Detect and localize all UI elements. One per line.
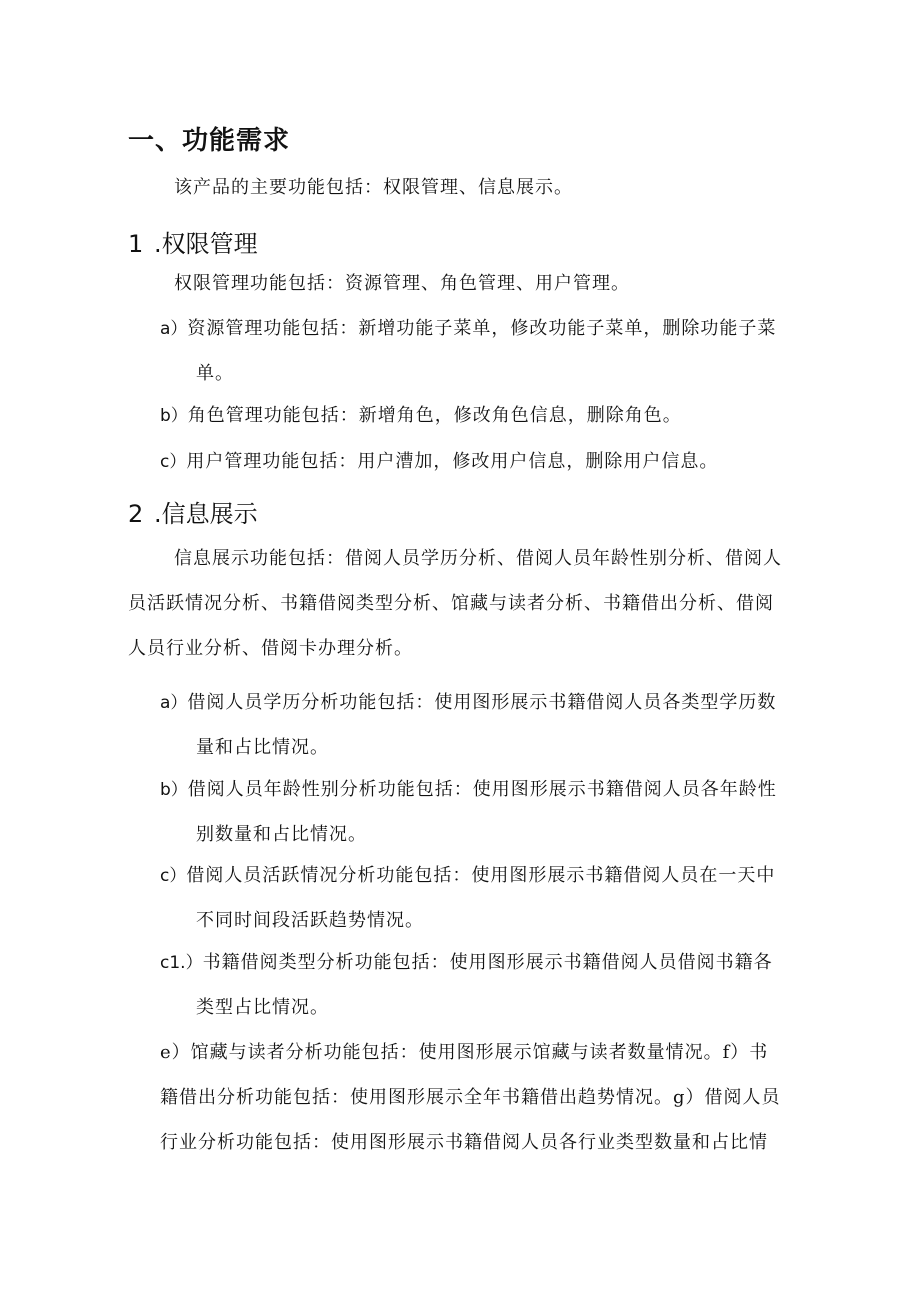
tail-paragraph: [160, 1030, 781, 1165]
list-item-continuation: 不同时间段活跃趋势情况。: [196, 910, 424, 931]
paragraph-line: 信息展示功能包括：借阅人员学历分析、借阅人员年龄性别分析、借阅人: [174, 548, 782, 569]
paragraph-line: 行业分析功能包括：使用图形展示书籍借阅人员各行业类型数量和占比情: [160, 1132, 768, 1153]
list-item-continuation: 单。: [196, 363, 234, 384]
section-heading-info-display: [128, 494, 258, 529]
list-item-continuation: 别数量和占比情况。: [196, 824, 367, 845]
list-item-text: 书籍借阅类型分析功能包括：使用图形展示书籍借阅人员借阅书籍各: [202, 952, 773, 973]
list-marker: b）: [160, 780, 188, 800]
paragraph-line: 人员行业分析、借阅卡办理分析。: [128, 638, 413, 659]
intro-paragraph: 该产品的主要功能包括：权限管理、信息展示。: [174, 177, 573, 198]
list-item-text: 借阅人员学历分析功能包括：使用图形展示书籍借阅人员各类型学历数: [187, 692, 777, 713]
main-heading: 一、功能需求: [128, 126, 291, 156]
list-item-text: 资源管理功能包括：新增功能子菜单，修改功能子菜单，删除功能子菜: [187, 318, 777, 339]
list-item: [160, 940, 820, 1030]
list-marker: c）: [160, 866, 187, 886]
paragraph-line: 员活跃情况分析、书籍借阅类型分析、馆藏与读者分析、书籍借出分析、借阅: [128, 593, 774, 614]
list-item-continuation: 量和占比情况。: [196, 737, 329, 758]
list-marker: c1.）: [160, 953, 203, 973]
section-title: .权限管理: [154, 230, 258, 258]
list-item-continuation: 类型占比情况。: [196, 997, 329, 1018]
list-item: [160, 680, 820, 770]
section-heading-permission: [128, 224, 258, 259]
section-intro: 权限管理功能包括：资源管理、角色管理、用户管理。: [174, 273, 630, 294]
section-title: .信息展示: [154, 500, 258, 528]
list-marker: c）: [160, 452, 187, 472]
list-item: [160, 439, 820, 484]
list-item: [160, 393, 820, 438]
paragraph-line: 籍借出分析功能包括：使用图形展示全年书籍借出趋势情况。g）借阅人员: [160, 1087, 781, 1108]
list-item-text: 借阅人员年龄性别分析功能包括：使用图形展示书籍借阅人员各年龄性: [187, 779, 777, 800]
list-marker: b）: [160, 406, 188, 426]
list-item: [160, 853, 820, 943]
section-number: 1: [128, 230, 144, 258]
list-item: [160, 767, 820, 857]
paragraph-line: e）馆藏与读者分析功能包括：使用图形展示馆藏与读者数量情况。f）书: [160, 1042, 769, 1063]
list-item-text: 借阅人员活跃情况分析功能包括：使用图形展示书籍借阅人员在一天中: [186, 865, 776, 886]
section-intro-block: [128, 536, 782, 671]
list-item-text: 用户管理功能包括：用户漕加，修改用户信息，删除用户信息。: [186, 451, 719, 472]
list-marker: a）: [160, 693, 188, 713]
list-item-text: 角色管理功能包括：新增角色，修改角色信息，删除角色。: [187, 405, 682, 426]
list-item: [160, 306, 820, 396]
list-marker: a）: [160, 319, 188, 339]
section-number: 2: [128, 500, 144, 528]
